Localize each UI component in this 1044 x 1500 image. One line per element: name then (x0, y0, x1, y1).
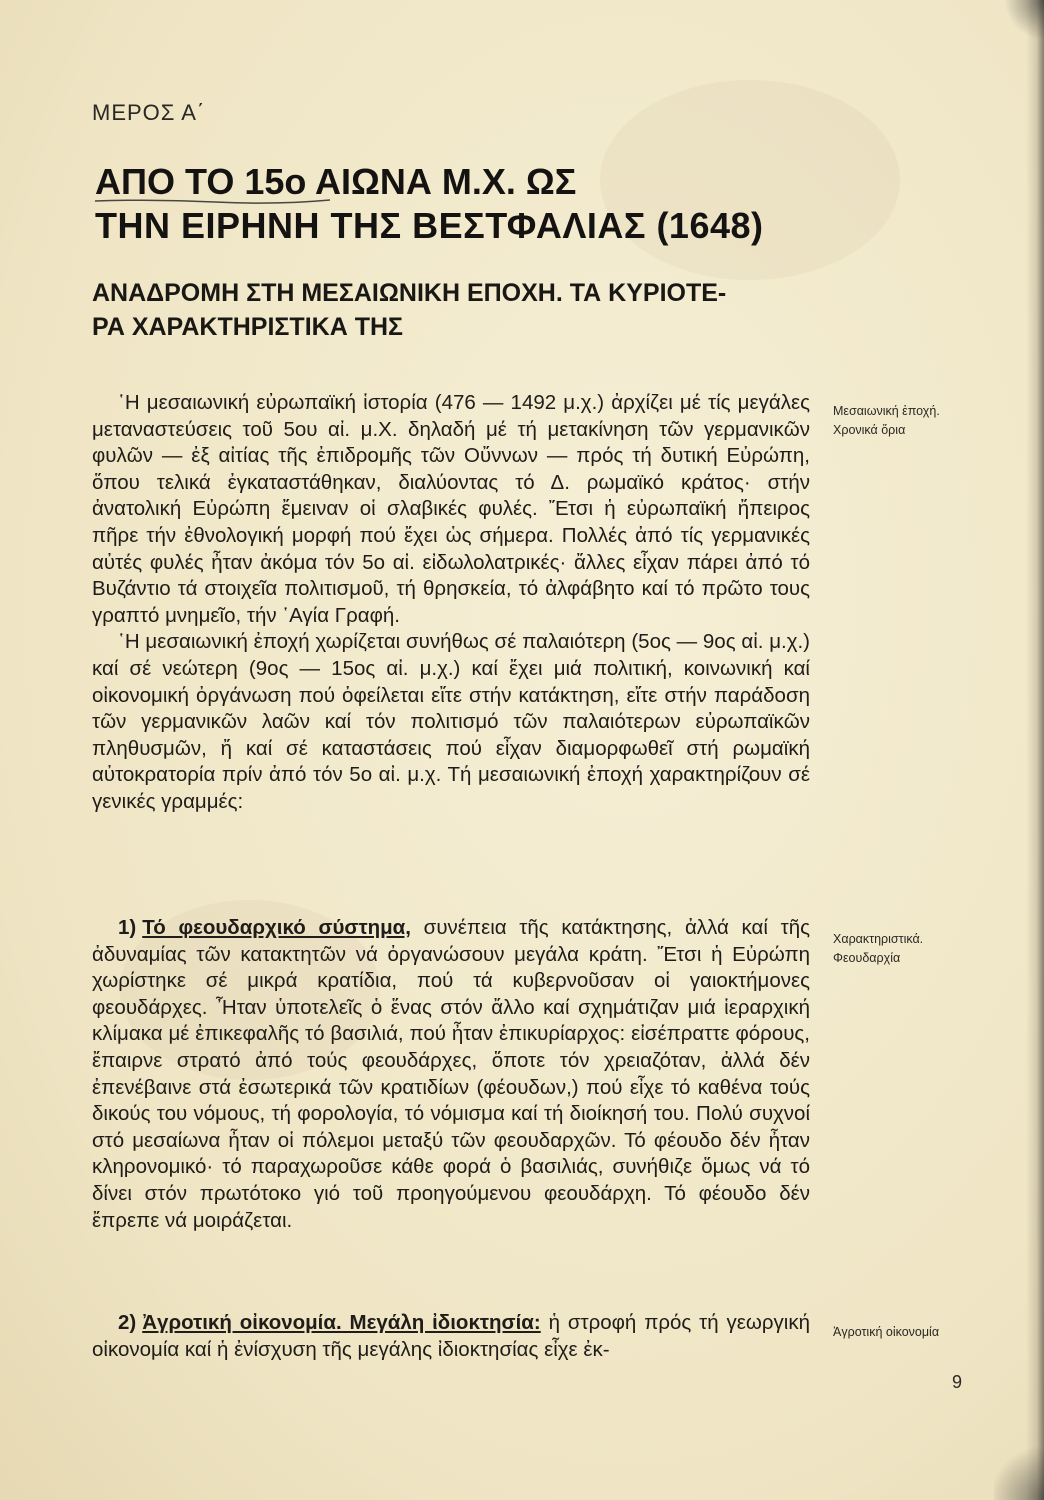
item-heading: Ἀγροτική οἰκονομία. Μεγάλη ἰδιοκτησία: (142, 1311, 541, 1334)
margin-note-agrarian-economy (833, 1323, 993, 1342)
margin-note-line: Χαρακτηριστικά. (833, 932, 924, 946)
margin-note-line: Χρονικά ὅρια (833, 423, 906, 437)
page-corner-shadow (1004, 0, 1044, 40)
item-number: 2) (118, 1311, 137, 1334)
pencil-underline (95, 198, 330, 204)
paragraph-2: ῾Η μεσαιωνική ἐποχή χωρίζεται συνήθως σέ παλαιότερη (5ος — 9ος αἰ. μ.χ.) καί σέ νεώτερη (9ος — 15ος αἰ. μ.χ.) καί ἔχει μιά πολιτική, κοινωνική καί οἰκονομική ὀργάνωση πού ὀφείλεται εἴτε στήν κατάκτηση, εἴτε στήν παράδοση τῶν γερμανικῶν λαῶν καί τόν πολιτισμό τῶν παλαιότερων εὐρωπαϊκῶν πληθυσμῶν, ἤ καί σέ καταστάσεις πού εἶχαν διαμορφωθεῖ στή ρωμαϊκή αὐτοκρατορία πρίν ἀπό τόν 5ο αἰ. μ.χ. Τή μεσαιωνική ἐποχή χαρακτηρίζουν σέ γενικές γραμμές: (92, 630, 810, 813)
agrarian-economy-item (92, 1310, 810, 1363)
intro-text (92, 390, 810, 816)
page-edge-shadow (1026, 0, 1044, 1500)
margin-note-characteristics (833, 930, 993, 968)
main-title-line-2: ΤΗΝ ΕΙΡΗΝΗ ΤΗΣ ΒΕΣΤΦΑΛΙΑΣ (1648) (95, 205, 764, 246)
page-number: 9 (952, 1372, 963, 1392)
section-title-line-2: ΡΑ ΧΑΡΑΚΤΗΡΙΣΤΙΚΑ ΤΗΣ (92, 313, 404, 341)
feudal-system-item (92, 915, 810, 1234)
item-heading: Τό φεουδαρχικό σύστημα, (142, 916, 411, 939)
margin-note-line: Μεσαιωνική ἐποχή. (833, 404, 940, 418)
list-item-2 (92, 1310, 810, 1363)
section-title-line-1: ΑΝΑΔΡΟΜΗ ΣΤΗ ΜΕΣΑΙΩΝΙΚΗ ΕΠΟΧΗ. ΤΑ ΚΥΡΙΟΤΕ- (92, 279, 727, 307)
part-label: ΜΕΡΟΣ Α΄ (92, 100, 206, 125)
margin-note-line: Ἀγροτική οἰκονομία (833, 1325, 940, 1339)
item-number: 1) (118, 916, 137, 939)
section-title (92, 276, 812, 344)
list-item-1 (92, 915, 810, 1234)
item-text: συνέπεια τῆς κατάκτησης, ἀλλά καί τῆς ἀδυναμίας τῶν κατακτητῶν νά ὀργανώσουν μεγάλα κράτη. Ἔτσι ἡ Εὐρώπη χωρίστηκε σέ μικρά κρατίδια, πού τά κυβερνοῦσαν οἱ γαιοκτήμονες φεουδάρχες. Ἦταν ὑποτελεῖς ὁ ἕνας στόν ἄλλο καί σχημάτιζαν μιά ἱεραρχική κλίμακα μέ ἐπικεφαλῆς τό βασιλιά, πού ἦταν ἐπικυρίαρχος: εἰσέπραττε φόρους, ἔπαιρνε στρατό ἀπό τούς φεουδάρχες, ὅποτε τόν χρειαζόταν, ἀλλά δέν ἐπενέβαινε στά ἐσωτερικά τῶν κρατιδίων (φέουδων,) πού εἶχε τό καθένα τούς δικούς του νόμους, τή φορολογία, τό νόμισμα καί τή διοίκησή του. Πολύ συχνοί στό μεσαίωνα ἦταν οἱ πόλεμοι μεταξύ τῶν φεουδαρχῶν. Τό φέουδο δέν ἦταν κληρονομικό· τό παραχωροῦσε κάθε φορά ὁ βασιλιάς, συνήθιζε ὅμως νά τό δίνει στόν πρωτότοκο γιό τοῦ προηγούμενου φεουδάρχη. Τό φέουδο δέν ἔπρεπε νά μοιράζεται. (92, 916, 810, 1232)
page-corner-shadow (994, 1440, 1044, 1500)
margin-note-medieval-era (833, 402, 993, 440)
main-title-line-1: ΑΠΟ ΤΟ 15ο ΑΙΩΝΑ Μ.Χ. ΩΣ (95, 161, 577, 202)
item-text: ἡ στροφή πρός τή γεωργική οἰκονομία καί ἡ ἐνίσχυση τῆς μεγάλης ἰδιοκτησίας εἶχε ἐκ- (92, 1311, 810, 1361)
paragraph-1: ῾Η μεσαιωνική εὐρωπαϊκή ἱστορία (476 — 1492 μ.χ.) ἀρχίζει μέ τίς μεγάλες μεταναστεύσεις τοῦ 5ου αἰ. μ.Χ. δηλαδή μέ τή μετακίνηση τῶν γερμανικῶν φυλῶν — ἐξ αἰτίας τῆς ἐπιδρομῆς τῶν Οὔννων — πρός τή δυτική Εὐρώπη, ὅπου τελικά ἐγκαταστάθηκαν, διαλύοντας τό Δ. ρωμαϊκό κράτος· στήν ἀνατολική Εὐρώπη ἔμειναν οἱ σλαβικές φυλές. Ἔτσι ἡ εὐρωπαϊκή ἤπειρος πῆρε τήν ἐθνολογική μορφή πού ἔχει ὡς σήμερα. Πολλές ἀπό τίς γερμανικές αὐτές φυλές ἦταν ἀκόμα τόν 5ο αἰ. εἰδωλολατρικές· ἄλλες εἶχαν πάρει ἀπό τό Βυζάντιο τά στοιχεῖα πολιτισμοῦ, τή θρησκεία, τό ἀλφάβητο καί τό πρῶτο τους γραπτό μνημεῖο, τήν ῾Αγία Γραφή. (92, 391, 810, 627)
main-title (95, 160, 815, 248)
margin-note-line: Φεουδαρχία (833, 951, 901, 965)
